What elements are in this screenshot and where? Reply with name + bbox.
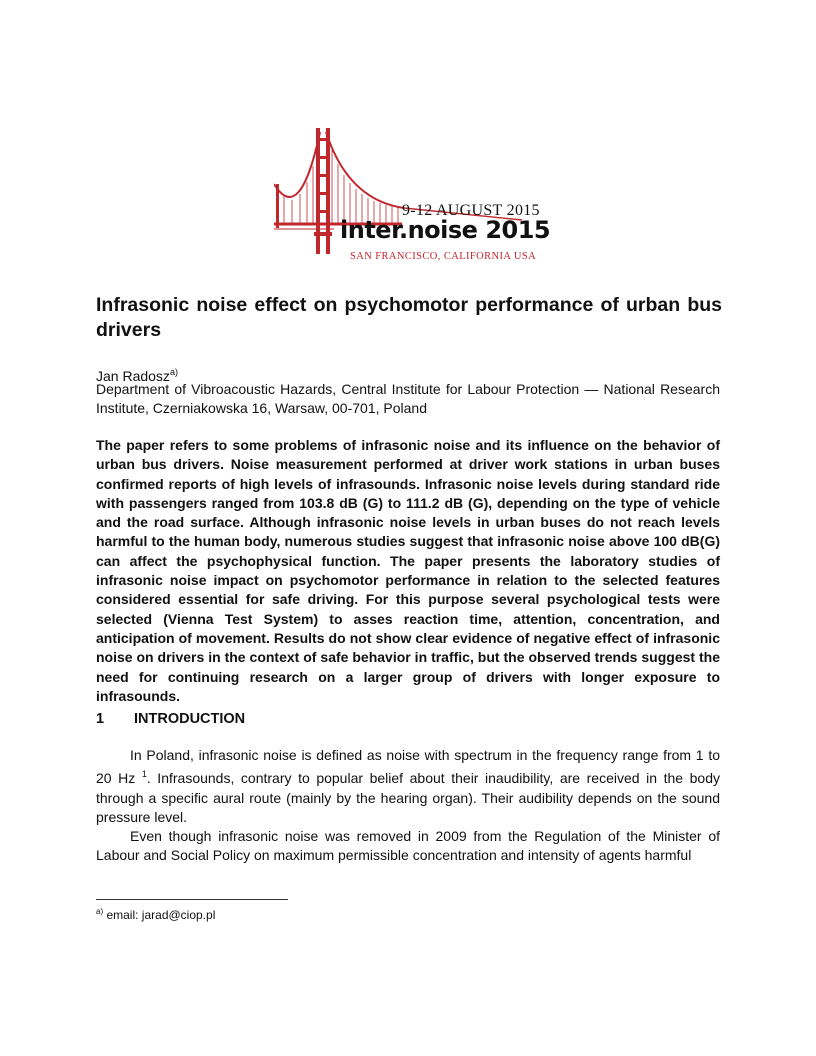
footnote-mark: a) <box>96 907 104 916</box>
citation-ref: 1 <box>141 769 147 780</box>
paragraph <box>96 746 720 827</box>
conference-date: 9-12 AUGUST 2015 <box>402 202 540 219</box>
affiliation: Department of Vibroacoustic Hazards, Central Institute for Labour Protection — National Research Institute, Czerniakowska 16, Warsaw, 00-701, Poland <box>96 381 720 416</box>
section-title: INTRODUCTION <box>134 711 246 727</box>
author-footnote-mark: a) <box>169 367 178 377</box>
body-text <box>96 746 720 866</box>
conference-name: inter.noise 2015 <box>340 216 551 244</box>
abstract: The paper refers to some problems of infrasonic noise and its influence on the behavior of urban bus drivers. Noise measurement performed at driver work stations in urban buses confirmed reports of high levels of infrasounds. Infrasonic noise levels during standard ride with passengers ranged from 103.8 dB (G) to 111.2 dB (G), depending on the type of vehicle and the road surface. Although infrasonic noise levels in urban buses do not reach levels harmful to the human body, numerous studies suggest that infrasonic noise above 100 dB(G) can affect the psychophysical function. The paper presents the laboratory studies of infrasonic noise impact on psychomotor performance in relation to the selected features considered essential for safe driving. For this purpose several psychological tests were selected (Vienna Test System) to asses reaction time, attention, concentration, and anticipation of movement. Results do not show clear evidence of negative effect of infrasonic noise on drivers in the context of safe behavior in traffic, but the observed trends suggest the need for continuing research on a larger group of drivers with longer exposure to infrasounds. <box>96 437 720 704</box>
conference-logo <box>274 128 551 264</box>
section-heading <box>96 711 245 727</box>
paragraph-text: In Poland, infrasonic noise is defined as noise with spectrum in the frequency range from 1 to 20 Hz <box>96 747 720 787</box>
section-number: 1 <box>96 711 105 727</box>
footnote-text: email: jarad@ciop.pl <box>103 908 216 922</box>
footnote <box>96 907 215 922</box>
paragraph: Even though infrasonic noise was removed in 2009 from the Regulation of the Minister of Labour and Social Policy on maximum permissible concentration and intensity of agents harmful <box>96 828 720 864</box>
conference-location: SAN FRANCISCO, CALIFORNIA USA <box>350 251 537 262</box>
paragraph-text: . Infrasounds, contrary to popular belief about their inaudibility, are received in the body through a specific aural route (mainly by the hearing organ). Their audibility depends on the sound pressure level. <box>96 770 720 825</box>
author-name: Jan Radosz <box>96 368 170 384</box>
paper-title: Infrasonic noise effect on psychomotor performance of urban bus drivers <box>96 294 722 341</box>
footnote-divider <box>96 899 288 900</box>
